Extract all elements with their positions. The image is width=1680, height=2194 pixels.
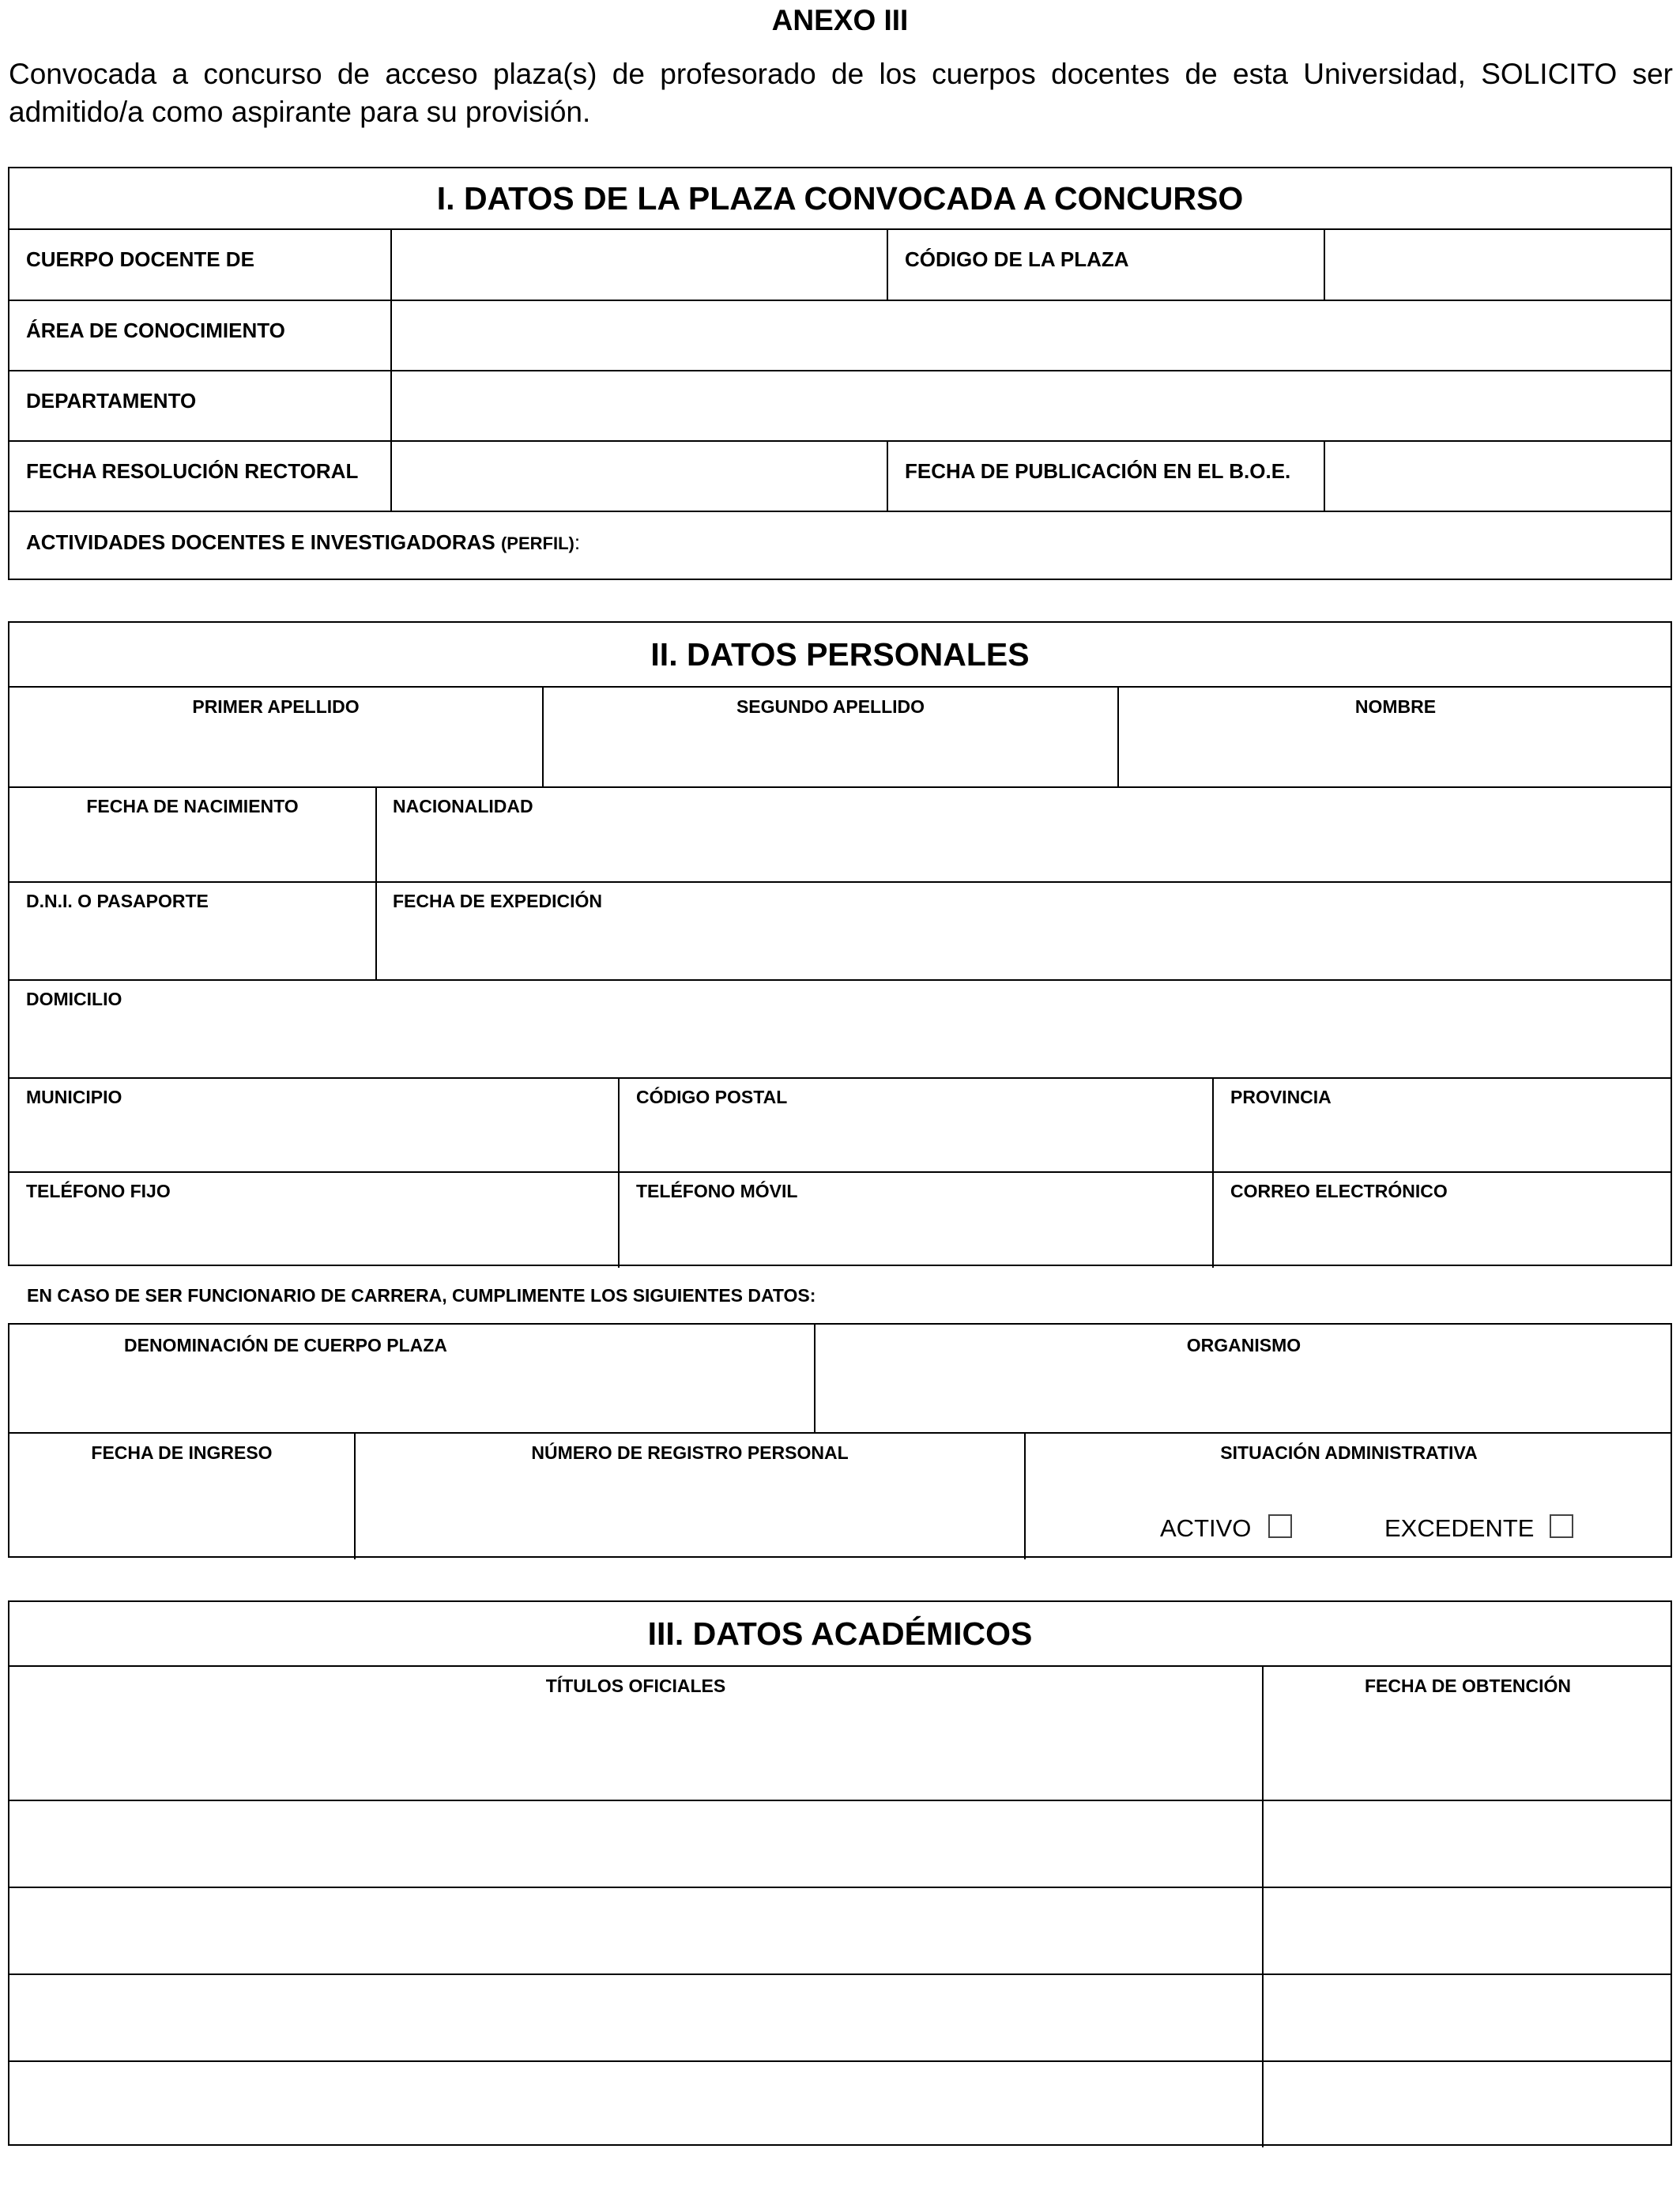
input-area-conocimiento[interactable] xyxy=(392,301,1671,370)
label-actividades xyxy=(26,530,580,555)
label-fecha-resolucion: FECHA RESOLUCIÓN RECTORAL xyxy=(26,459,359,483)
label-nacionalidad: NACIONALIDAD xyxy=(393,796,533,816)
label-situacion: SITUACIÓN ADMINISTRATIVA xyxy=(1220,1442,1478,1463)
input-fecha-resolucion[interactable] xyxy=(392,442,887,511)
input-actividades[interactable] xyxy=(634,512,1671,579)
input-departamento[interactable] xyxy=(392,371,1671,440)
input-fecha-ingreso[interactable] xyxy=(11,1467,352,1556)
input-correo[interactable] xyxy=(1215,1204,1671,1265)
label-codigo-plaza: CÓDIGO DE LA PLAZA xyxy=(905,247,1129,271)
label-fecha-ingreso: FECHA DE INGRESO xyxy=(91,1442,273,1463)
label-primer-apellido: PRIMER APELLIDO xyxy=(192,696,360,717)
titulo-row-3[interactable] xyxy=(11,1888,1260,1973)
fecha-row-3[interactable] xyxy=(1265,1888,1671,1973)
label-denominacion: DENOMINACIÓN DE CUERPO PLAZA xyxy=(124,1335,447,1355)
label-correo: CORREO ELECTRÓNICO xyxy=(1230,1181,1448,1201)
input-fecha-nacimiento[interactable] xyxy=(11,819,374,880)
label-fecha-expedicion: FECHA DE EXPEDICIÓN xyxy=(393,891,602,911)
titulo-row-4[interactable] xyxy=(11,1975,1260,2060)
label-area-conocimiento: ÁREA DE CONOCIMIENTO xyxy=(26,319,285,342)
titulo-row-1[interactable] xyxy=(11,1700,1260,1798)
input-fecha-boe[interactable] xyxy=(1325,442,1671,511)
section-plaza-title: I. DATOS DE LA PLAZA CONVOCADA A CONCURSO xyxy=(436,180,1244,217)
label-fecha-boe: FECHA DE PUBLICACIÓN EN EL B.O.E. xyxy=(905,459,1291,483)
label-titulos-oficiales: TÍTULOS OFICIALES xyxy=(545,1676,726,1696)
input-domicilio[interactable] xyxy=(11,1012,1671,1076)
input-municipio[interactable] xyxy=(11,1110,616,1170)
fecha-row-2[interactable] xyxy=(1265,1801,1671,1887)
document-title: ANEXO III xyxy=(771,4,909,36)
label-excedente: EXCEDENTE xyxy=(1384,1514,1535,1542)
fecha-row-4[interactable] xyxy=(1265,1975,1671,2060)
input-dni[interactable] xyxy=(11,914,374,978)
label-codigo-postal: CÓDIGO POSTAL xyxy=(636,1087,788,1107)
label-numero-registro: NÚMERO DE REGISTRO PERSONAL xyxy=(531,1442,849,1463)
funcionario-table xyxy=(8,1323,1672,1558)
activo-checkbox[interactable] xyxy=(1268,1514,1292,1538)
titulo-row-5[interactable] xyxy=(11,2062,1260,2144)
input-denominacion[interactable] xyxy=(11,1359,812,1431)
label-telefono-fijo: TELÉFONO FIJO xyxy=(26,1181,171,1201)
label-organismo: ORGANISMO xyxy=(1186,1335,1301,1355)
input-primer-apellido[interactable] xyxy=(11,719,541,785)
label-actividades-colon: : xyxy=(574,530,581,554)
funcionario-note: EN CASO DE SER FUNCIONARIO DE CARRERA, CUMPLIMENTE LOS SIGUIENTES DATOS: xyxy=(27,1285,816,1306)
label-activo: ACTIVO xyxy=(1160,1514,1252,1542)
input-telefono-fijo[interactable] xyxy=(11,1204,616,1265)
fecha-row-1[interactable] xyxy=(1265,1700,1671,1798)
input-nombre[interactable] xyxy=(1121,719,1671,785)
input-nacionalidad[interactable] xyxy=(379,819,1671,880)
label-segundo-apellido: SEGUNDO APELLIDO xyxy=(736,696,925,717)
section-academicos-title: III. DATOS ACADÉMICOS xyxy=(647,1615,1033,1652)
label-departamento: DEPARTAMENTO xyxy=(26,389,197,413)
input-organismo[interactable] xyxy=(817,1359,1671,1431)
label-cuerpo-docente: CUERPO DOCENTE DE xyxy=(26,247,254,271)
section-academicos xyxy=(8,1600,1672,2146)
label-municipio: MUNICIPIO xyxy=(26,1087,122,1107)
input-fecha-expedicion[interactable] xyxy=(379,914,1671,978)
input-provincia[interactable] xyxy=(1215,1110,1671,1170)
intro-paragraph: Convocada a concurso de acceso plaza(s) de profesorado de los cuerpos docentes de esta Universidad, SOLICITO ser admitido/a como aspirante para su provisión. xyxy=(9,58,1673,128)
input-cuerpo-docente[interactable] xyxy=(392,230,887,300)
input-codigo-plaza[interactable] xyxy=(1325,230,1671,300)
section-personales xyxy=(8,621,1672,1266)
label-nombre: NOMBRE xyxy=(1354,696,1437,717)
section-personales-title: II. DATOS PERSONALES xyxy=(650,636,1030,673)
titulo-row-2[interactable] xyxy=(11,1801,1260,1887)
section-plaza xyxy=(8,167,1672,580)
label-domicilio: DOMICILIO xyxy=(26,989,122,1009)
input-numero-registro[interactable] xyxy=(357,1467,1023,1556)
label-perfil: (PERFIL) xyxy=(500,533,574,553)
input-telefono-movil[interactable] xyxy=(621,1204,1211,1265)
label-fecha-nacimiento: FECHA DE NACIMIENTO xyxy=(86,796,299,816)
label-telefono-movil: TELÉFONO MÓVIL xyxy=(636,1181,798,1201)
label-actividades-text: ACTIVIDADES DOCENTES E INVESTIGADORAS xyxy=(26,530,495,554)
input-segundo-apellido[interactable] xyxy=(545,719,1116,785)
label-fecha-obtencion: FECHA DE OBTENCIÓN xyxy=(1364,1676,1572,1696)
label-provincia: PROVINCIA xyxy=(1230,1087,1332,1107)
excedente-checkbox[interactable] xyxy=(1550,1514,1573,1538)
fecha-row-5[interactable] xyxy=(1265,2062,1671,2144)
label-dni: D.N.I. O PASAPORTE xyxy=(26,891,209,911)
input-codigo-postal[interactable] xyxy=(621,1110,1211,1170)
